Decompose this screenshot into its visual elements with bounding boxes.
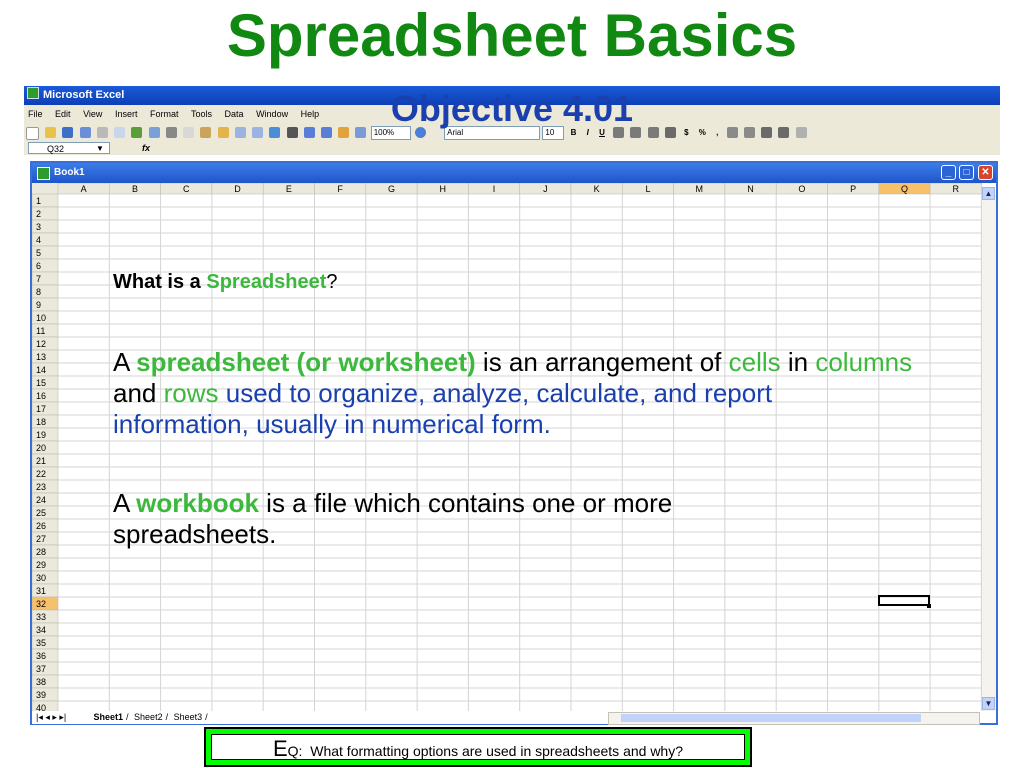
column-header-label: E xyxy=(285,184,292,194)
workbook-title: Book1 xyxy=(54,167,85,178)
underline-button[interactable]: U xyxy=(599,128,605,137)
sheet-tab-1[interactable]: Sheet1 xyxy=(93,712,124,722)
question-prefix: What is a xyxy=(113,271,207,293)
row-header-label: 8 xyxy=(36,287,42,297)
row-header-label: 15 xyxy=(36,378,47,388)
row-header-label: 2 xyxy=(36,209,42,219)
row-header-label: 20 xyxy=(36,443,47,453)
column-header-label: B xyxy=(131,184,138,194)
workbook-text: is a file which contains one or more spreadsheets. xyxy=(113,488,673,549)
menu-window[interactable]: Window xyxy=(256,109,289,119)
row-header-label: 29 xyxy=(36,560,47,570)
fill-handle[interactable] xyxy=(927,604,931,608)
font-select[interactable]: Arial xyxy=(444,126,540,140)
row-header-label: 39 xyxy=(36,690,47,700)
row-header-label: 11 xyxy=(36,326,46,336)
column-header-label: M xyxy=(695,184,703,194)
column-header-label: A xyxy=(80,184,87,194)
row-header-label: 4 xyxy=(36,235,42,245)
column-header-label: Q xyxy=(900,184,908,194)
minimize-button[interactable]: _ xyxy=(941,165,956,180)
row-header-label: 5 xyxy=(36,248,42,258)
row-header-label: 30 xyxy=(36,573,47,583)
row-header-label: 22 xyxy=(36,469,47,479)
row-header-label: 26 xyxy=(36,521,47,531)
sheet-nav-arrows[interactable]: |◂ ◂ ▸ ▸| xyxy=(36,712,67,722)
column-header-label: G xyxy=(387,184,395,194)
sheet-tab-2[interactable]: Sheet2 xyxy=(134,712,163,722)
row-header-label: 40 xyxy=(36,703,47,711)
row-header-label: 32 xyxy=(36,599,47,609)
eq-letter: E xyxy=(272,736,288,761)
column-header-label: I xyxy=(492,184,496,194)
menu-tools[interactable]: Tools xyxy=(191,109,213,119)
column-header-label: R xyxy=(952,184,959,194)
essential-question-box xyxy=(204,727,752,767)
slide-content xyxy=(113,269,913,550)
row-header-label: 3 xyxy=(36,222,42,232)
column-header-label: N xyxy=(747,184,754,194)
selected-cell[interactable] xyxy=(878,595,930,606)
row-header-label: 7 xyxy=(36,274,42,284)
row-header-label: 31 xyxy=(36,586,47,596)
column-header-label: C xyxy=(183,184,190,194)
workbook-title-bar xyxy=(32,163,996,183)
close-button[interactable]: ✕ xyxy=(978,165,993,180)
column-header-label: O xyxy=(798,184,806,194)
formula-bar xyxy=(24,142,1000,155)
vertical-scrollbar[interactable] xyxy=(982,194,996,711)
column-header-label: D xyxy=(234,184,241,194)
workbook-paragraph xyxy=(113,488,793,550)
definition-text: in xyxy=(780,347,816,377)
menu-insert[interactable]: Insert xyxy=(114,109,138,119)
horizontal-scroll-thumb[interactable] xyxy=(621,714,921,722)
menu-format[interactable]: Format xyxy=(149,109,179,119)
row-header-label: 19 xyxy=(36,430,47,440)
row-header-label: 14 xyxy=(36,365,47,375)
slide-title: Spreadsheet Basics xyxy=(226,2,798,69)
maximize-button[interactable]: □ xyxy=(959,165,974,180)
row-header-label: 36 xyxy=(36,651,47,661)
horizontal-scrollbar[interactable] xyxy=(608,712,980,725)
definition-paragraph xyxy=(113,347,913,440)
row-header-label: 37 xyxy=(36,664,47,674)
scroll-up-icon[interactable]: ▲ xyxy=(982,187,995,200)
menu-edit[interactable]: Edit xyxy=(55,109,71,119)
row-header-label: 38 xyxy=(36,677,47,687)
excel-title: Microsoft Excel xyxy=(43,89,125,101)
row-header-label: 35 xyxy=(36,638,47,648)
row-header-label: 1 xyxy=(36,196,42,206)
row-header-label: 16 xyxy=(36,391,47,401)
row-header-label: 23 xyxy=(36,482,47,492)
row-header-label: 24 xyxy=(36,495,47,505)
question-line xyxy=(113,269,913,295)
fx-icon[interactable]: fx xyxy=(142,143,151,153)
menu-help[interactable]: Help xyxy=(300,109,320,119)
objective-subtitle: Objective 4.01 xyxy=(390,88,634,129)
column-header-label: K xyxy=(593,184,600,194)
workbook-term: workbook xyxy=(136,488,259,518)
row-header-label: 25 xyxy=(36,508,47,518)
column-header-label: P xyxy=(850,184,857,194)
zoom-select[interactable]: 100% xyxy=(371,126,411,140)
row-header-label: 13 xyxy=(36,352,47,362)
eq-text: What formatting options are used in spreadsheets and why? xyxy=(310,743,684,759)
scroll-down-icon[interactable]: ▼ xyxy=(982,697,995,710)
row-header-label: 12 xyxy=(36,339,47,349)
menu-data[interactable]: Data xyxy=(224,109,244,119)
row-header-label: 10 xyxy=(36,313,47,323)
row-header-label: 33 xyxy=(36,612,47,622)
row-header-label: 9 xyxy=(36,300,42,310)
workbook-text: A xyxy=(113,488,137,518)
bold-button[interactable]: B xyxy=(570,128,577,137)
column-header-label: H xyxy=(439,184,446,194)
comma-button[interactable]: , xyxy=(716,128,719,137)
row-header-label: 34 xyxy=(36,625,47,635)
menu-file[interactable]: File xyxy=(28,109,43,119)
name-box[interactable]: Q32 xyxy=(28,142,110,154)
menu-view[interactable]: View xyxy=(83,109,103,119)
column-header-label: L xyxy=(645,184,651,194)
row-header-label: 28 xyxy=(36,547,47,557)
row-header-label: 21 xyxy=(36,456,47,466)
row-header-label: 27 xyxy=(36,534,47,544)
eq-label: Q: xyxy=(287,743,303,759)
definition-term: spreadsheet (or worksheet) xyxy=(136,347,476,377)
italic-button[interactable]: I xyxy=(586,128,589,137)
definition-text: A xyxy=(113,347,137,377)
sheet-tab-3[interactable]: Sheet3 xyxy=(173,712,203,722)
essential-question xyxy=(211,734,745,760)
term-columns: columns xyxy=(815,347,913,377)
row-header-label: 17 xyxy=(36,404,47,414)
definition-purpose: used to organize, analyze, calculate, and report information, usually in numerical form. xyxy=(113,378,773,439)
term-cells: cells xyxy=(728,347,781,377)
row-header-label: 6 xyxy=(36,261,42,271)
definition-text: and xyxy=(113,378,164,408)
sheet-tabs: |◂ ◂ ▸ ▸| Sheet1 / Sheet2 / Sheet3 / xyxy=(32,711,612,724)
column-header-label: F xyxy=(337,184,343,194)
currency-button[interactable]: $ xyxy=(684,128,689,137)
term-rows: rows xyxy=(163,378,219,408)
name-box-dropdown-icon[interactable]: ▼ xyxy=(96,144,104,153)
column-header-label: J xyxy=(543,184,548,194)
question-suffix: ? xyxy=(326,271,338,293)
font-size-select[interactable]: 10 xyxy=(542,126,564,140)
definition-text: is an arrangement of xyxy=(475,347,729,377)
workbook-icon xyxy=(37,167,50,180)
percent-button[interactable]: % xyxy=(698,128,706,137)
row-header-label: 18 xyxy=(36,417,47,427)
question-term: Spreadsheet xyxy=(206,271,327,293)
